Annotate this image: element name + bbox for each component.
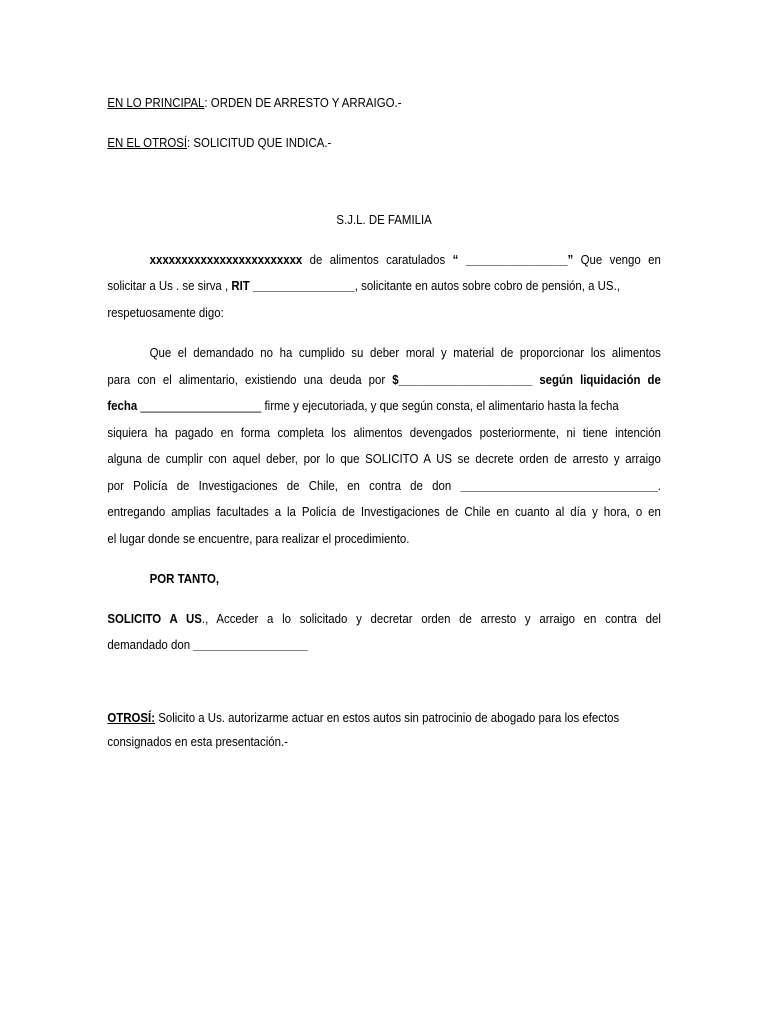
body-text-2a: para con el alimentario, existiendo una deuda por bbox=[107, 372, 393, 387]
body-line-5: alguna de cumplir con aquel deber, por lo que SOLICITO A US se decrete orden de arresto y arraigo bbox=[107, 451, 661, 466]
don-blank: _______________________________ bbox=[460, 478, 658, 493]
body-line-8: el lugar donde se encuentre, para realizar el procedimiento. bbox=[107, 531, 410, 546]
body-line-1: Que el demandado no ha cumplido su deber moral y material de proporcionar los alimentos bbox=[149, 345, 661, 360]
body-text-6a: por Policía de Investigaciones de Chile, en contra de don bbox=[107, 478, 461, 493]
quote-blank: “ ________________” bbox=[452, 252, 574, 267]
intro-line-3: respetuosamente digo: bbox=[107, 305, 224, 320]
solicito-line-1 bbox=[107, 610, 661, 627]
fecha-blank: ___________________ bbox=[137, 398, 262, 413]
body-line-7: entregando amplias facultades a la Policía de Investigaciones de Chile en cuanto al día y hora, o en bbox=[107, 504, 661, 519]
rit-field: RIT ________________ bbox=[231, 278, 355, 293]
solicito-text-2a: demandado don bbox=[107, 637, 194, 652]
fecha-label: fecha bbox=[107, 398, 138, 413]
body-text-6c: . bbox=[657, 478, 661, 493]
otrosi-line-2: consignados en esta presentación.- bbox=[107, 734, 288, 749]
solicito-label: SOLICITO A US bbox=[107, 611, 202, 626]
por-tanto: POR TANTO, bbox=[149, 571, 220, 586]
addressee: S.J.L. DE FAMILIA bbox=[336, 212, 432, 227]
intro-text-3: solicitar a Us . se sirva , bbox=[107, 278, 232, 293]
solicito-line-2 bbox=[107, 636, 661, 653]
solicito-text-1: ., Acceder a lo solicitado y decretar orden de arresto y arraigo en contra del bbox=[201, 611, 661, 626]
demandado-blank: __________________ bbox=[193, 637, 308, 652]
placeholder-name: xxxxxxxxxxxxxxxxxxxxxxxx bbox=[149, 252, 303, 267]
body-line-6 bbox=[107, 477, 661, 494]
body-line-4: siquiera ha pagado en forma completa los alimentos devengados posteriormente, ni tiene intención bbox=[107, 425, 661, 440]
principal-colon: : bbox=[204, 95, 208, 110]
debt-amount: $_____________________ según liquidación de bbox=[392, 372, 661, 387]
intro-line-2 bbox=[107, 277, 661, 294]
otrosi-heading-text: SOLICITUD QUE INDICA.- bbox=[190, 135, 332, 150]
otrosi-line-1 bbox=[107, 709, 661, 726]
otrosi-heading-colon: : bbox=[187, 135, 191, 150]
intro-text-4: , solicitante en autos sobre cobro de pensión, a US., bbox=[354, 278, 620, 293]
intro-line-1 bbox=[107, 251, 661, 268]
otrosi-text-1: Solicito a Us. autorizarme actuar en estos autos sin patrocinio de abogado para los efectos bbox=[155, 710, 620, 725]
otrosi-heading-label: EN EL OTROSÍ bbox=[107, 135, 188, 150]
principal-text: ORDEN DE ARRESTO Y ARRAIGO.- bbox=[207, 95, 402, 110]
otrosi-label: OTROSÍ: bbox=[107, 710, 156, 725]
heading-otrosi bbox=[107, 134, 661, 151]
heading-principal bbox=[107, 94, 661, 111]
intro-text-2: Que vengo en bbox=[573, 252, 661, 267]
body-text-3c: firme y ejecutoriada, y que según consta, el alimentario hasta la fecha bbox=[261, 398, 619, 413]
principal-label: EN LO PRINCIPAL bbox=[107, 95, 205, 110]
body-line-3 bbox=[107, 397, 661, 414]
body-line-2 bbox=[107, 371, 661, 388]
intro-text-1: de alimentos caratulados bbox=[302, 252, 453, 267]
